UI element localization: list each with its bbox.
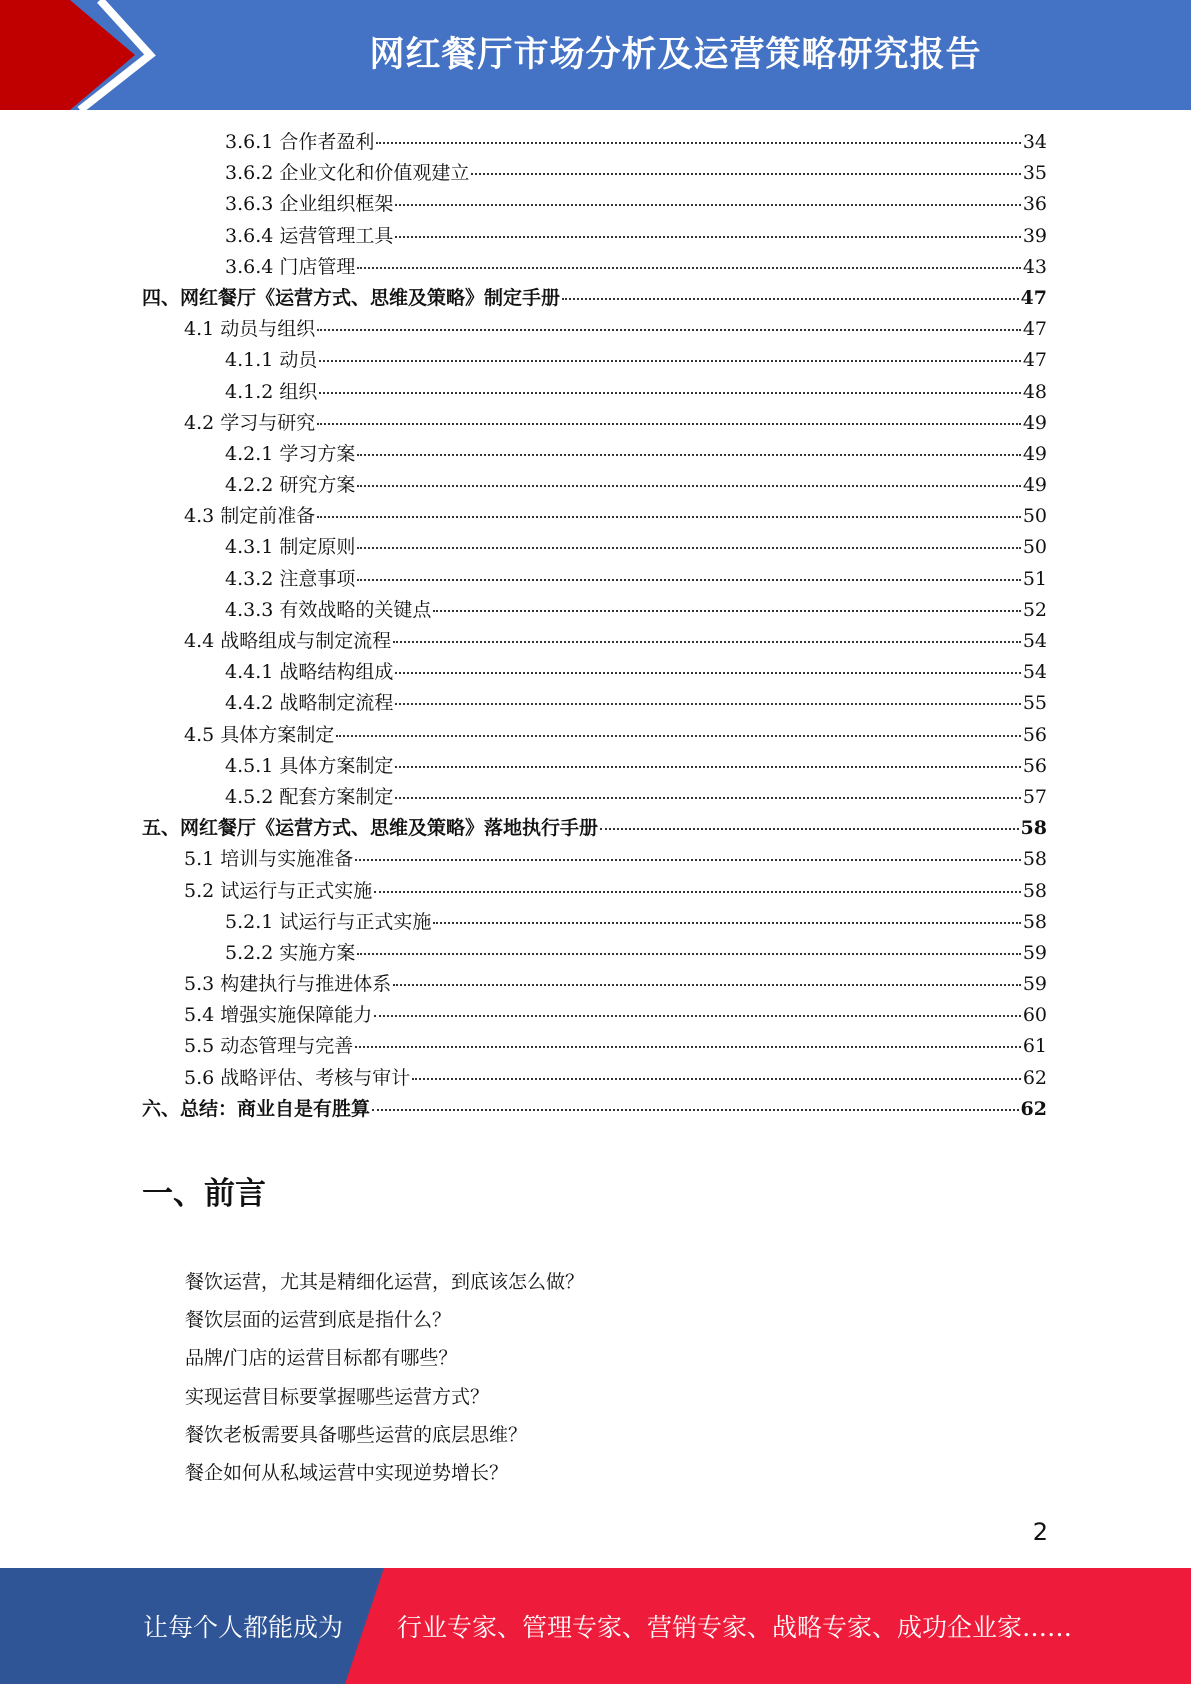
toc-dot-leader — [433, 922, 1020, 924]
toc-entry[interactable] — [142, 252, 1047, 283]
toc-dot-leader — [317, 423, 1021, 425]
toc-entry-page: 62 — [1020, 1097, 1047, 1120]
toc-entry-page: 50 — [1022, 536, 1047, 559]
toc-entry[interactable] — [142, 345, 1047, 376]
toc-entry-page: 49 — [1022, 474, 1047, 497]
toc-entry[interactable] — [142, 532, 1047, 563]
toc-entry[interactable] — [142, 158, 1047, 189]
toc-entry-page: 59 — [1022, 941, 1047, 964]
toc-entry[interactable] — [142, 595, 1047, 626]
toc-entry-page: 58 — [1022, 848, 1047, 871]
toc-entry[interactable] — [142, 189, 1047, 220]
toc-entry-title: 四、网红餐厅《运营方式、思维及策略》制定手册 — [142, 286, 561, 309]
toc-entry[interactable] — [142, 564, 1047, 595]
toc-entry[interactable] — [142, 1031, 1047, 1062]
preface-question: 餐饮运营，尤其是精细化运营，到底该怎么做？ — [185, 1271, 585, 1293]
toc-entry-title: 4.1.1 动员 — [225, 349, 318, 372]
toc-entry-title: 5.5 动态管理与完善 — [184, 1035, 354, 1058]
toc-entry[interactable] — [142, 1063, 1047, 1094]
toc-dot-leader — [562, 298, 1019, 300]
toc-dot-leader — [600, 828, 1019, 830]
toc-entry-title: 3.6.3 企业组织框架 — [225, 193, 394, 216]
footer-slogan-right: 行业专家、管理专家、营销专家、战略专家、成功企业家…… — [397, 1613, 1073, 1642]
toc-entry-title: 4.4 战略组成与制定流程 — [184, 630, 392, 652]
toc-entry-page: 48 — [1022, 380, 1047, 403]
toc-entry[interactable] — [142, 907, 1047, 938]
toc-entry-page: 47 — [1022, 349, 1047, 372]
toc-entry[interactable] — [142, 439, 1047, 470]
toc-entry-title: 3.6.4 运营管理工具 — [225, 224, 394, 247]
toc-dot-leader — [395, 204, 1020, 206]
toc-entry-title: 4.2 学习与研究 — [184, 411, 316, 434]
toc-entry-title: 3.6.4 门店管理 — [225, 255, 356, 278]
toc-entry-page: 54 — [1022, 661, 1047, 684]
toc-entry-title: 5.4 增强实施保障能力 — [184, 1004, 373, 1027]
preface-question: 实现运营目标要掌握哪些运营方式？ — [185, 1385, 490, 1408]
toc-entry[interactable] — [142, 969, 1047, 1000]
toc-dot-leader — [395, 797, 1020, 799]
toc-entry-page: 57 — [1022, 785, 1047, 808]
toc-dot-leader — [319, 392, 1020, 394]
header-banner — [0, 0, 1191, 110]
toc-entry-title: 4.3.3 有效战略的关键点 — [225, 598, 432, 621]
toc-entry[interactable] — [142, 844, 1047, 875]
toc-entry-title: 5.1 培训与实施准备 — [184, 848, 354, 871]
toc-dot-leader — [317, 329, 1021, 331]
toc-entry-title: 5.2 试运行与正式实施 — [184, 879, 373, 902]
toc-entry-page: 51 — [1022, 567, 1047, 590]
section-heading: 一、前言 — [142, 1176, 266, 1212]
toc-entry[interactable] — [142, 221, 1047, 252]
toc-entry-title: 4.4.2 战略制定流程 — [225, 692, 394, 715]
toc-entry-title: 5.2.1 试运行与正式实施 — [225, 910, 432, 933]
toc-entry-title: 4.1.2 组织 — [225, 380, 318, 403]
toc-entry-title: 4.2.1 学习方案 — [225, 442, 356, 465]
toc-entry-page: 34 — [1022, 131, 1047, 153]
toc-entry-page: 55 — [1022, 692, 1047, 715]
toc-entry-title: 六、总结：商业自是有胜算 — [142, 1097, 371, 1120]
toc-dot-leader — [412, 1078, 1021, 1080]
toc-entry-title: 五、网红餐厅《运营方式、思维及策略》落地执行手册 — [142, 817, 599, 840]
toc-entry[interactable] — [142, 876, 1047, 907]
toc-entry-page: 56 — [1022, 754, 1047, 777]
toc-entry-page: 62 — [1022, 1066, 1047, 1089]
toc-entry[interactable] — [142, 938, 1047, 969]
toc-entry[interactable] — [142, 127, 1047, 158]
toc-dot-leader — [372, 1109, 1019, 1111]
footer-banner — [0, 1568, 1191, 1684]
toc-entry[interactable] — [142, 377, 1047, 408]
toc-dot-leader — [374, 891, 1021, 893]
toc-entry[interactable] — [142, 813, 1047, 844]
toc-entry-page: 47 — [1020, 286, 1047, 309]
toc-entry-page: 49 — [1022, 442, 1047, 465]
toc-dot-leader — [393, 641, 1021, 643]
toc-entry[interactable] — [142, 314, 1047, 345]
page-number: 2 — [1032, 1518, 1048, 1546]
footer-slogan-left: 让每个人都能成为 — [143, 1613, 344, 1642]
toc-entry-page: 47 — [1022, 318, 1047, 341]
toc-entry-page: 58 — [1022, 910, 1047, 933]
toc-dot-leader — [471, 173, 1020, 175]
toc-entry-title: 5.2.2 实施方案 — [225, 941, 356, 964]
toc-dot-leader — [357, 454, 1020, 456]
toc-dot-leader — [395, 672, 1020, 674]
toc-dot-leader — [355, 859, 1021, 861]
preface-question: 品牌/门店的运营目标都有哪些？ — [185, 1347, 458, 1370]
table-of-contents — [142, 127, 1047, 1125]
toc-entry-title: 5.6 战略评估、考核与审计 — [184, 1066, 411, 1089]
toc-entry-page: 56 — [1022, 723, 1047, 746]
toc-entry-title: 4.5.1 具体方案制定 — [225, 754, 394, 777]
toc-entry-title: 5.3 构建执行与推进体系 — [184, 973, 392, 996]
toc-dot-leader — [357, 953, 1020, 955]
toc-dot-leader — [357, 579, 1020, 581]
toc-entry[interactable] — [142, 782, 1047, 813]
toc-entry-title: 3.6.1 合作者盈利 — [225, 131, 375, 153]
toc-entry-page: 58 — [1022, 879, 1047, 902]
preface-question-list — [185, 1263, 584, 1492]
toc-entry-page: 60 — [1022, 1004, 1047, 1027]
preface-question: 餐饮层面的运营到底是指什么？ — [185, 1309, 452, 1332]
toc-entry-title: 4.1 动员与组织 — [184, 318, 316, 341]
toc-dot-leader — [395, 236, 1020, 238]
toc-entry-page: 61 — [1022, 1035, 1047, 1058]
preface-question: 餐企如何从私域运营中实现逆势增长？ — [185, 1461, 509, 1484]
toc-dot-leader — [395, 703, 1020, 705]
toc-entry-page: 54 — [1022, 630, 1047, 652]
toc-entry[interactable] — [142, 501, 1047, 532]
toc-entry-page: 39 — [1022, 224, 1047, 247]
toc-entry-page: 59 — [1022, 973, 1047, 996]
toc-dot-leader — [317, 516, 1021, 518]
toc-entry-title: 3.6.2 企业文化和价值观建立 — [225, 162, 470, 185]
toc-entry[interactable] — [142, 657, 1047, 688]
toc-entry-title: 4.5 具体方案制定 — [184, 723, 335, 746]
toc-dot-leader — [357, 267, 1020, 269]
toc-dot-leader — [376, 142, 1020, 144]
toc-entry-title: 4.5.2 配套方案制定 — [225, 785, 394, 808]
toc-entry[interactable] — [142, 688, 1047, 719]
toc-dot-leader — [393, 984, 1021, 986]
toc-dot-leader — [357, 547, 1020, 549]
preface-question: 餐饮老板需要具备哪些运营的底层思维？ — [185, 1423, 528, 1446]
toc-entry-page: 36 — [1022, 193, 1047, 216]
toc-entry[interactable] — [142, 751, 1047, 782]
toc-entry-page: 49 — [1022, 411, 1047, 434]
toc-dot-leader — [355, 1046, 1021, 1048]
toc-dot-leader — [357, 485, 1020, 487]
toc-entry-title: 4.3.1 制定原则 — [225, 536, 356, 559]
toc-entry[interactable] — [142, 1000, 1047, 1031]
toc-entry-page: 52 — [1022, 598, 1047, 621]
toc-entry-page: 35 — [1022, 162, 1047, 185]
toc-dot-leader — [433, 610, 1020, 612]
toc-entry[interactable] — [142, 408, 1047, 439]
toc-dot-leader — [395, 766, 1020, 768]
toc-entry-page: 58 — [1020, 817, 1047, 840]
toc-entry-title: 4.3.2 注意事项 — [225, 567, 356, 590]
toc-entry-page: 50 — [1022, 505, 1047, 528]
toc-entry[interactable] — [142, 626, 1047, 657]
toc-entry-page: 43 — [1022, 255, 1047, 278]
toc-entry[interactable] — [142, 470, 1047, 501]
toc-entry[interactable] — [142, 283, 1047, 314]
toc-entry[interactable] — [142, 1094, 1047, 1125]
toc-entry-title: 4.4.1 战略结构组成 — [225, 661, 394, 684]
toc-entry[interactable] — [142, 720, 1047, 751]
toc-entry-title: 4.2.2 研究方案 — [225, 474, 356, 497]
toc-dot-leader — [336, 735, 1021, 737]
toc-entry-title: 4.3 制定前准备 — [184, 505, 316, 528]
toc-dot-leader — [374, 1015, 1021, 1017]
toc-dot-leader — [319, 360, 1020, 362]
document-title: 网红餐厅市场分析及运营策略研究报告 — [369, 35, 982, 75]
